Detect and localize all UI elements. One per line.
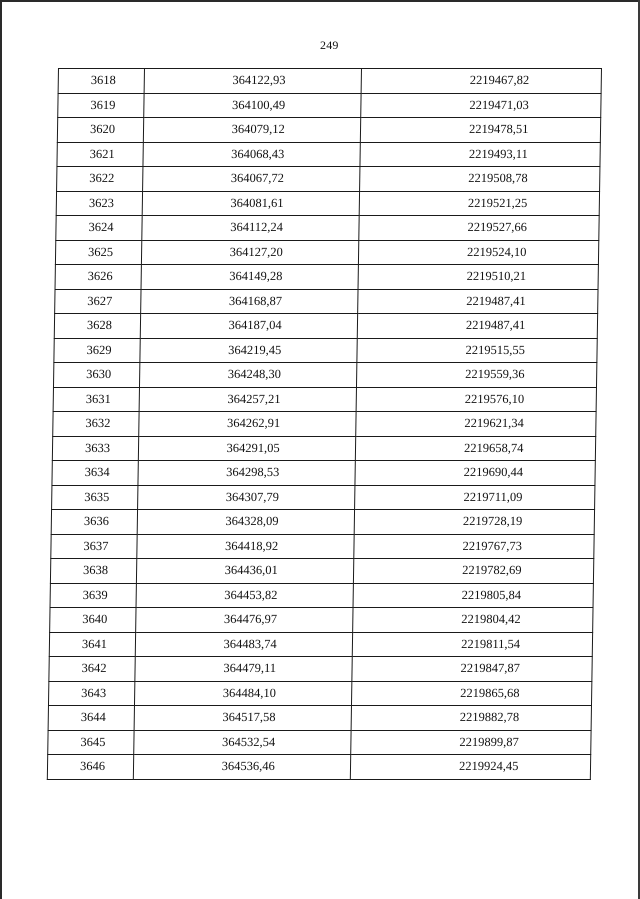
y-coordinate-cell: 2219487,41 [358,314,598,339]
x-coordinate-cell: 364100,49 [144,93,362,118]
x-coordinate-cell: 364418,92 [137,534,355,559]
y-coordinate-cell: 2219767,73 [354,534,594,559]
y-coordinate-cell: 2219728,19 [355,510,595,535]
y-coordinate-cell: 2219493,11 [360,142,600,167]
point-number-cell: 3628 [54,314,140,339]
x-coordinate-cell: 364453,82 [136,583,354,608]
point-number-cell: 3627 [55,289,141,314]
y-coordinate-cell: 2219711,09 [355,485,595,510]
table-row [52,436,595,461]
point-number-cell: 3625 [55,240,141,265]
table-row [58,69,601,94]
point-number-cell: 3637 [51,534,137,559]
table-row [56,216,599,241]
y-coordinate-cell: 2219471,03 [361,93,601,118]
coordinates-table-body [47,69,601,780]
y-coordinate-cell: 2219847,87 [352,657,592,682]
point-number-cell: 3624 [56,216,142,241]
y-coordinate-cell: 2219521,25 [360,191,600,216]
scan-border-left [0,0,2,899]
point-number-cell: 3641 [49,632,135,657]
x-coordinate-cell: 364291,05 [138,436,356,461]
scan-border-top [0,0,640,2]
point-number-cell: 3618 [58,69,144,94]
x-coordinate-cell: 364328,09 [137,510,355,535]
point-number-cell: 3635 [52,485,138,510]
x-coordinate-cell: 364127,20 [141,240,359,265]
y-coordinate-cell: 2219510,21 [358,265,598,290]
page-number: 249 [320,38,339,52]
x-coordinate-cell: 364168,87 [141,289,359,314]
y-coordinate-cell: 2219690,44 [355,461,595,486]
point-number-cell: 3623 [56,191,142,216]
x-coordinate-cell: 364219,45 [140,338,358,363]
x-coordinate-cell: 364484,10 [134,681,352,706]
table-row [58,93,601,118]
x-coordinate-cell: 364187,04 [140,314,358,339]
y-coordinate-cell: 2219658,74 [356,436,596,461]
point-number-cell: 3619 [58,93,144,118]
point-number-cell: 3621 [57,142,143,167]
point-number-cell: 3639 [50,583,136,608]
table-row [54,314,597,339]
y-coordinate-cell: 2219865,68 [352,681,592,706]
point-number-cell: 3622 [57,167,143,192]
x-coordinate-cell: 364307,79 [137,485,355,510]
table-row [48,681,591,706]
y-coordinate-cell: 2219527,66 [359,216,599,241]
x-coordinate-cell: 364068,43 [143,142,361,167]
table-row [56,191,599,216]
table-row [55,265,598,290]
x-coordinate-cell: 364079,12 [143,118,361,143]
point-number-cell: 3626 [55,265,141,290]
y-coordinate-cell: 2219882,78 [352,706,592,731]
table-row [50,583,593,608]
x-coordinate-cell: 364122,93 [144,69,362,94]
y-coordinate-cell: 2219467,82 [362,69,602,94]
table-row [51,534,594,559]
table-row [48,730,591,755]
table-row [53,363,596,388]
x-coordinate-cell: 364536,46 [133,755,351,780]
point-number-cell: 3632 [53,412,139,437]
y-coordinate-cell: 2219576,10 [357,387,597,412]
y-coordinate-cell: 2219811,54 [353,632,593,657]
table-row [57,118,600,143]
x-coordinate-cell: 364517,58 [134,706,352,731]
y-coordinate-cell: 2219559,36 [357,363,597,388]
table-row [55,289,598,314]
x-coordinate-cell: 364479,11 [135,657,353,682]
x-coordinate-cell: 364067,72 [142,167,360,192]
table-row [49,632,592,657]
table-row [52,461,595,486]
table-row [49,657,592,682]
y-coordinate-cell: 2219782,69 [354,559,594,584]
table-row [50,608,593,633]
table-row [47,755,590,780]
y-coordinate-cell: 2219924,45 [351,755,591,780]
table-row [51,510,594,535]
y-coordinate-cell: 2219804,42 [353,608,593,633]
y-coordinate-cell: 2219487,41 [358,289,598,314]
point-number-cell: 3638 [50,559,136,584]
x-coordinate-cell: 364483,74 [135,632,353,657]
table-row [57,167,600,192]
x-coordinate-cell: 364476,97 [136,608,354,633]
x-coordinate-cell: 364149,28 [141,265,359,290]
table-row [55,240,598,265]
y-coordinate-cell: 2219621,34 [356,412,596,437]
table-row [54,338,597,363]
point-number-cell: 3630 [53,363,139,388]
point-number-cell: 3631 [53,387,139,412]
point-number-cell: 3646 [47,755,133,780]
x-coordinate-cell: 364436,01 [136,559,354,584]
y-coordinate-cell: 2219508,78 [360,167,600,192]
table-row [48,706,591,731]
x-coordinate-cell: 364262,91 [139,412,357,437]
table-row [53,412,596,437]
x-coordinate-cell: 364248,30 [139,363,357,388]
y-coordinate-cell: 2219478,51 [361,118,601,143]
y-coordinate-cell: 2219515,55 [357,338,597,363]
point-number-cell: 3644 [48,706,134,731]
point-number-cell: 3640 [50,608,136,633]
point-number-cell: 3634 [52,461,138,486]
x-coordinate-cell: 364112,24 [142,216,360,241]
table-row [52,485,595,510]
point-number-cell: 3642 [49,657,135,682]
point-number-cell: 3629 [54,338,140,363]
point-number-cell: 3643 [48,681,134,706]
x-coordinate-cell: 364298,53 [138,461,356,486]
coordinates-table [47,68,602,780]
y-coordinate-cell: 2219524,10 [359,240,599,265]
table-row [50,559,593,584]
table-row [53,387,596,412]
x-coordinate-cell: 364257,21 [139,387,357,412]
y-coordinate-cell: 2219899,87 [351,730,591,755]
table-row [57,142,600,167]
point-number-cell: 3645 [48,730,134,755]
point-number-cell: 3636 [51,510,137,535]
y-coordinate-cell: 2219805,84 [353,583,593,608]
x-coordinate-cell: 364532,54 [134,730,352,755]
x-coordinate-cell: 364081,61 [142,191,360,216]
point-number-cell: 3633 [52,436,138,461]
point-number-cell: 3620 [57,118,143,143]
